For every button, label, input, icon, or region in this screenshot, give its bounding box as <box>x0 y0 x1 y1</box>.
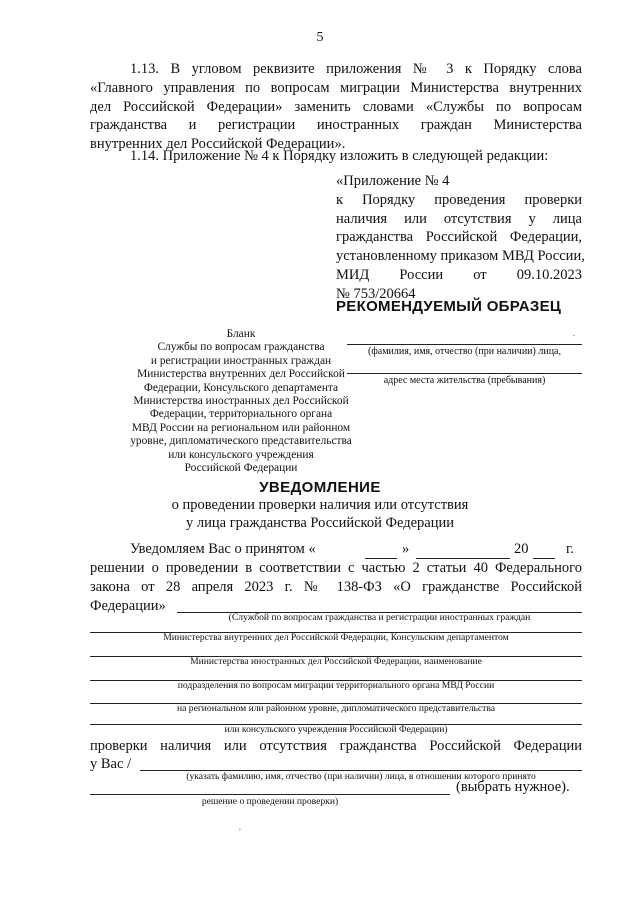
body-line: проверки наличия или отсутствия гражданства Российской Федерации <box>90 738 582 754</box>
letterhead-line: Бланк <box>226 328 256 340</box>
authority-caption: подразделения по вопросам миграции территориального органа МВД России <box>177 680 495 691</box>
recipient-address-caption: адрес места жительства (пребывания) <box>383 375 546 386</box>
section-1-13-line: внутренних дел Российской Федерации». <box>90 136 346 153</box>
recipient-name-line[interactable] <box>347 344 582 345</box>
page-number: 5 <box>316 30 324 45</box>
section-1-13-line: гражданства и регистрации иностранных граждан Министерства <box>90 117 582 134</box>
authority-caption: на региональном или районном уровне, дипломатического представительства <box>177 703 495 714</box>
scan-mark: · <box>572 328 576 342</box>
year-field-line[interactable] <box>533 558 555 559</box>
month-field-line[interactable] <box>416 558 510 559</box>
section-1-13-line: «Главного управления по вопросам миграции Министерства внутренних <box>90 79 582 96</box>
appendix-line: «Приложение № 4 <box>336 173 450 189</box>
letterhead-line: Российской Федерации <box>184 462 298 475</box>
appendix-line: к Порядку проведения проверки <box>336 191 582 208</box>
choose-label: (выбрать нужное). <box>456 779 570 795</box>
letterhead-line: и регистрации иностранных граждан <box>150 354 332 367</box>
subtitle-line: о проведении проверки наличия или отсутствия <box>171 497 469 513</box>
decision-caption: решение о проведении проверки) <box>201 796 339 807</box>
year-prefix: 20 <box>514 541 529 557</box>
appendix-line: наличия или отсутствия у лица <box>336 210 582 227</box>
document-title: УВЕДОМЛЕНИЕ <box>259 479 381 496</box>
authority-caption: Министерства иностранных дел Российской Федерации, наименование <box>190 656 482 667</box>
letterhead-block <box>96 328 386 475</box>
appendix-line: гражданства Российской Федерации, <box>336 229 582 246</box>
appendix-header <box>336 172 585 304</box>
letterhead-line: Министерства внутренних дел Российской <box>137 368 345 381</box>
section-1-14 <box>90 147 582 166</box>
letterhead-line: или консульского учреждения <box>168 448 314 461</box>
letterhead-line: МВД России на региональном или районном <box>131 421 351 434</box>
year-suffix: г. <box>566 541 574 557</box>
sample-label: РЕКОМЕНДУЕМЫЙ ОБРАЗЕЦ <box>336 298 562 315</box>
authority-caption: или консульского учреждения Российской Федерации) <box>224 724 448 735</box>
recipient-address-line[interactable] <box>347 373 582 374</box>
appendix-line: установленному приказом МВД России, <box>336 248 585 265</box>
letterhead-line: Министерства иностранных дел Российской <box>133 395 349 408</box>
person-caption: (указать фамилию, имя, отчество (при наличии) лица, в отношении которого принято <box>186 771 536 782</box>
quote-close: » <box>402 541 410 557</box>
letterhead-line: Федерации, Консульского департамента <box>143 381 339 394</box>
notify-start: Уведомляем Вас о принятом « <box>130 541 316 557</box>
section-1-14-text: 1.14. Приложение № 4 к Порядку изложить в следующей редакции: <box>130 148 549 164</box>
at-you-label: у Вас / <box>90 756 132 772</box>
body-line: закона от 28 апреля 2023 г. № 138-ФЗ «О гражданстве Российской <box>90 579 582 595</box>
section-1-13 <box>90 60 582 154</box>
letterhead-line: уровне, дипломатического представительства <box>130 435 352 448</box>
body-line: Федерации» <box>90 598 166 614</box>
letterhead-line: Федерации, территориального органа <box>149 408 333 421</box>
recipient-name-caption: (фамилия, имя, отчество (при наличии) лица, <box>367 346 561 357</box>
scan-mark: ¸ <box>238 820 242 831</box>
authority-caption: (Службой по вопросам гражданства и регистрации иностранных граждан <box>228 612 531 623</box>
letterhead-line: Службы по вопросам гражданства <box>157 341 325 354</box>
authority-caption: Министерства внутренних дел Российской Федерации, Консульским департаментом <box>163 632 509 643</box>
day-field-line[interactable] <box>365 558 397 559</box>
appendix-line: № 753/20664 <box>336 285 416 302</box>
decision-field-line[interactable] <box>90 794 450 795</box>
section-1-13-line: дел Российской Федерации» заменить словами «Службы по вопросам <box>90 98 582 115</box>
body-line: решении о проведении в соответствии с частью 2 статьи 40 Федерального <box>90 560 582 576</box>
section-1-13-line: 1.13. В угловом реквизите приложения № 3 к Порядку слова <box>130 61 582 77</box>
appendix-line: МИД России от 09.10.2023 <box>336 266 582 283</box>
subtitle-line: у лица гражданства Российской Федерации <box>186 515 454 531</box>
